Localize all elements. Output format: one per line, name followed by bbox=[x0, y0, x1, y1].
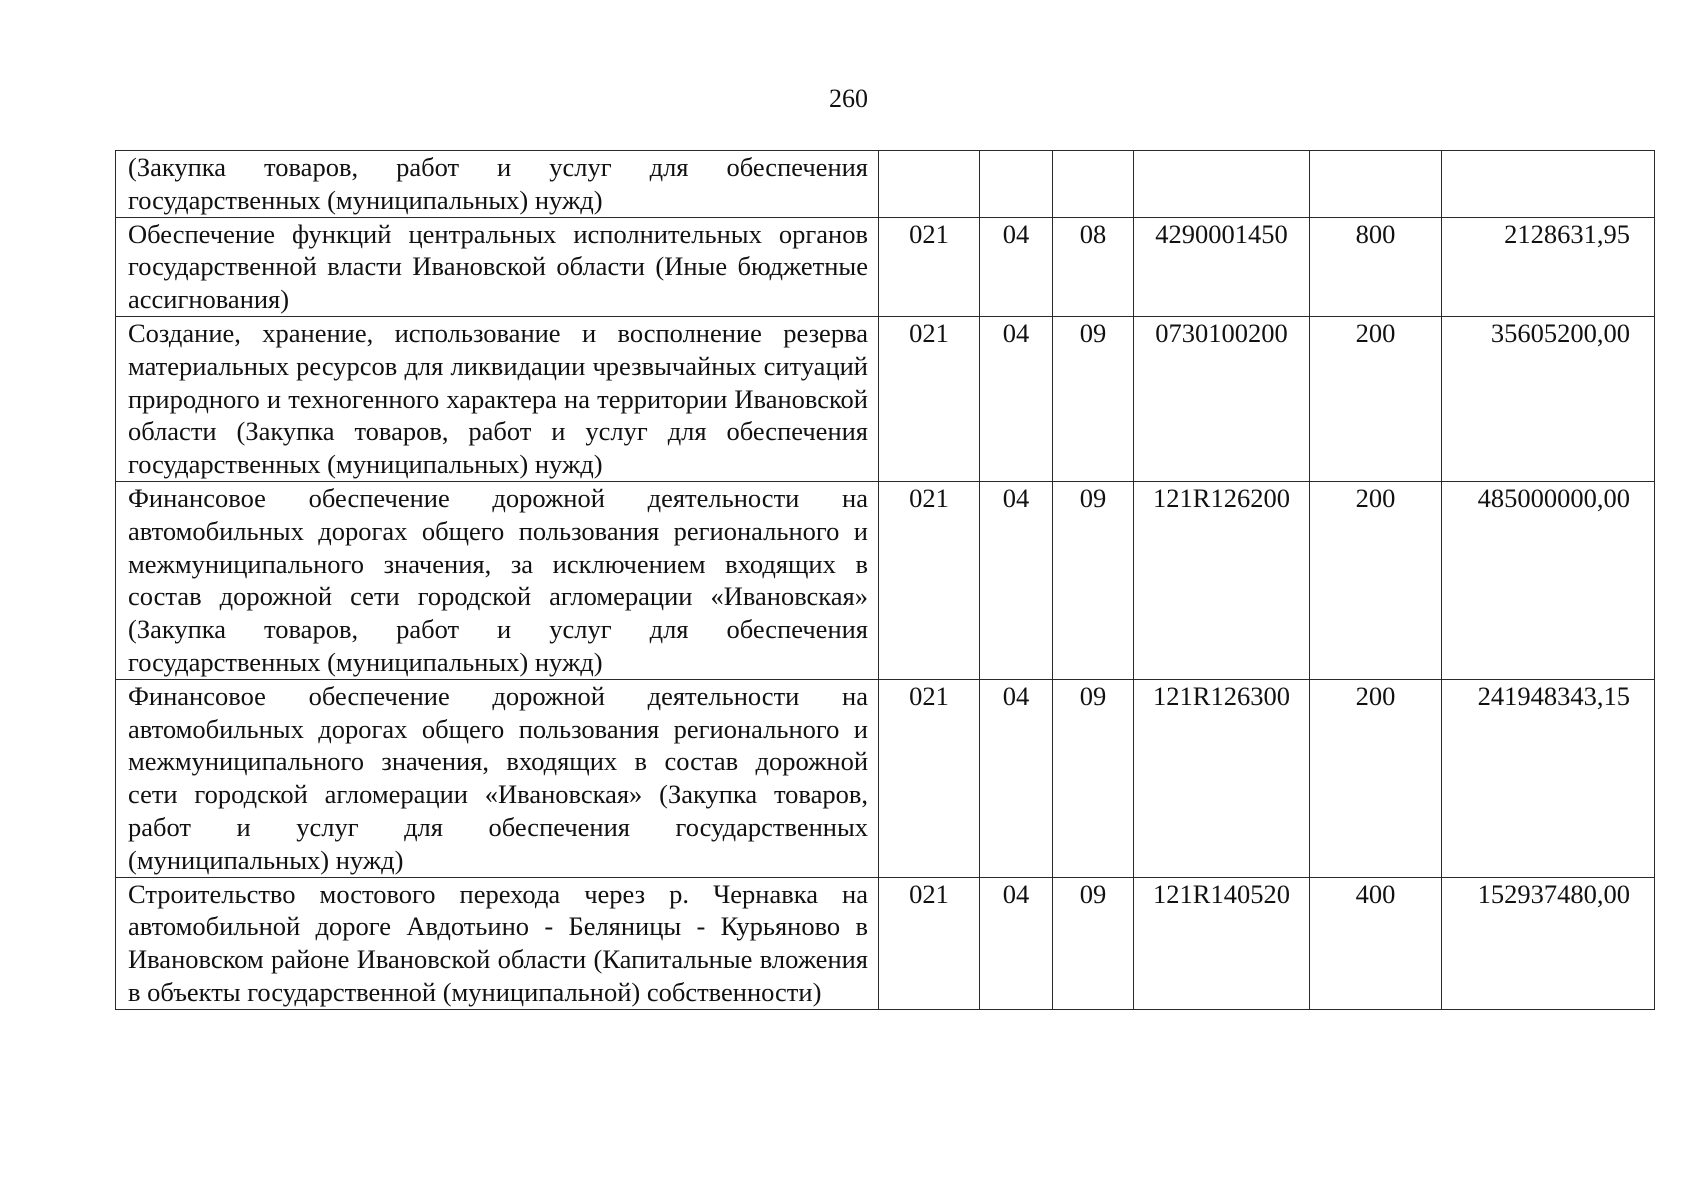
table-row bbox=[116, 679, 1655, 877]
table-row bbox=[116, 217, 1655, 316]
row-description: Обеспечение функций центральных исполнительных органов государственной власти Ивановской области (Иные бюджетные ассигнования) bbox=[116, 217, 879, 316]
row-section-code: 04 bbox=[980, 217, 1053, 316]
row-section-code: 04 bbox=[980, 877, 1053, 1009]
row-expense-type-code: 800 bbox=[1310, 217, 1442, 316]
row-section-code: 04 bbox=[980, 481, 1053, 679]
row-section-code bbox=[980, 151, 1053, 218]
row-target-article-code bbox=[1134, 151, 1310, 218]
table-row bbox=[116, 877, 1655, 1009]
row-subsection-code: 09 bbox=[1053, 316, 1134, 481]
row-gr-code: 021 bbox=[879, 877, 980, 1009]
row-gr-code: 021 bbox=[879, 316, 980, 481]
row-expense-type-code: 200 bbox=[1310, 316, 1442, 481]
row-amount: 241948343,15 bbox=[1442, 679, 1655, 877]
row-gr-code bbox=[879, 151, 980, 218]
row-section-code: 04 bbox=[980, 679, 1053, 877]
table-row bbox=[116, 151, 1655, 218]
row-subsection-code bbox=[1053, 151, 1134, 218]
row-section-code: 04 bbox=[980, 316, 1053, 481]
table-row bbox=[116, 316, 1655, 481]
row-subsection-code: 09 bbox=[1053, 679, 1134, 877]
row-description: Строительство мостового перехода через р. Чернавка на автомобильной дороге Авдотьино - Беляницы - Курьяново в Ивановском районе Ивановской области (Капитальные вложения в объекты государственной (муниципальной) собственности) bbox=[116, 877, 879, 1009]
row-gr-code: 021 bbox=[879, 481, 980, 679]
table-row bbox=[116, 481, 1655, 679]
row-gr-code: 021 bbox=[879, 217, 980, 316]
row-target-article-code: 121R126200 bbox=[1134, 481, 1310, 679]
row-expense-type-code bbox=[1310, 151, 1442, 218]
row-target-article-code: 0730100200 bbox=[1134, 316, 1310, 481]
row-expense-type-code: 200 bbox=[1310, 481, 1442, 679]
row-subsection-code: 09 bbox=[1053, 481, 1134, 679]
row-amount: 35605200,00 bbox=[1442, 316, 1655, 481]
row-description: Создание, хранение, использование и восполнение резерва материальных ресурсов для ликвидации чрезвычайных ситуаций природного и техногенного характера на территории Ивановской области (Закупка товаров, работ и услуг для обеспечения государственных (муниципальных) нужд) bbox=[116, 316, 879, 481]
row-subsection-code: 08 bbox=[1053, 217, 1134, 316]
row-subsection-code: 09 bbox=[1053, 877, 1134, 1009]
row-gr-code: 021 bbox=[879, 679, 980, 877]
page-number: 260 bbox=[829, 84, 868, 113]
row-description: Финансовое обеспечение дорожной деятельности на автомобильных дорогах общего пользования регионального и межмуниципального значения, за исключением входящих в состав дорожной сети городской агломерации «Ивановская» (Закупка товаров, работ и услуг для обеспечения государственных (муниципальных) нужд) bbox=[116, 481, 879, 679]
budget-table bbox=[115, 150, 1655, 1010]
row-expense-type-code: 200 bbox=[1310, 679, 1442, 877]
row-description: Финансовое обеспечение дорожной деятельности на автомобильных дорогах общего пользования регионального и межмуниципального значения, входящих в состав дорожной сети городской агломерации «Ивановская» (Закупка товаров, работ и услуг для обеспечения государственных (муниципальных) нужд) bbox=[116, 679, 879, 877]
row-amount bbox=[1442, 151, 1655, 218]
row-description: (Закупка товаров, работ и услуг для обеспечения государственных (муниципальных) нужд) bbox=[116, 151, 879, 218]
row-target-article-code: 121R140520 bbox=[1134, 877, 1310, 1009]
row-amount: 152937480,00 bbox=[1442, 877, 1655, 1009]
row-target-article-code: 121R126300 bbox=[1134, 679, 1310, 877]
row-target-article-code: 4290001450 bbox=[1134, 217, 1310, 316]
row-expense-type-code: 400 bbox=[1310, 877, 1442, 1009]
row-amount: 485000000,00 bbox=[1442, 481, 1655, 679]
row-amount: 2128631,95 bbox=[1442, 217, 1655, 316]
